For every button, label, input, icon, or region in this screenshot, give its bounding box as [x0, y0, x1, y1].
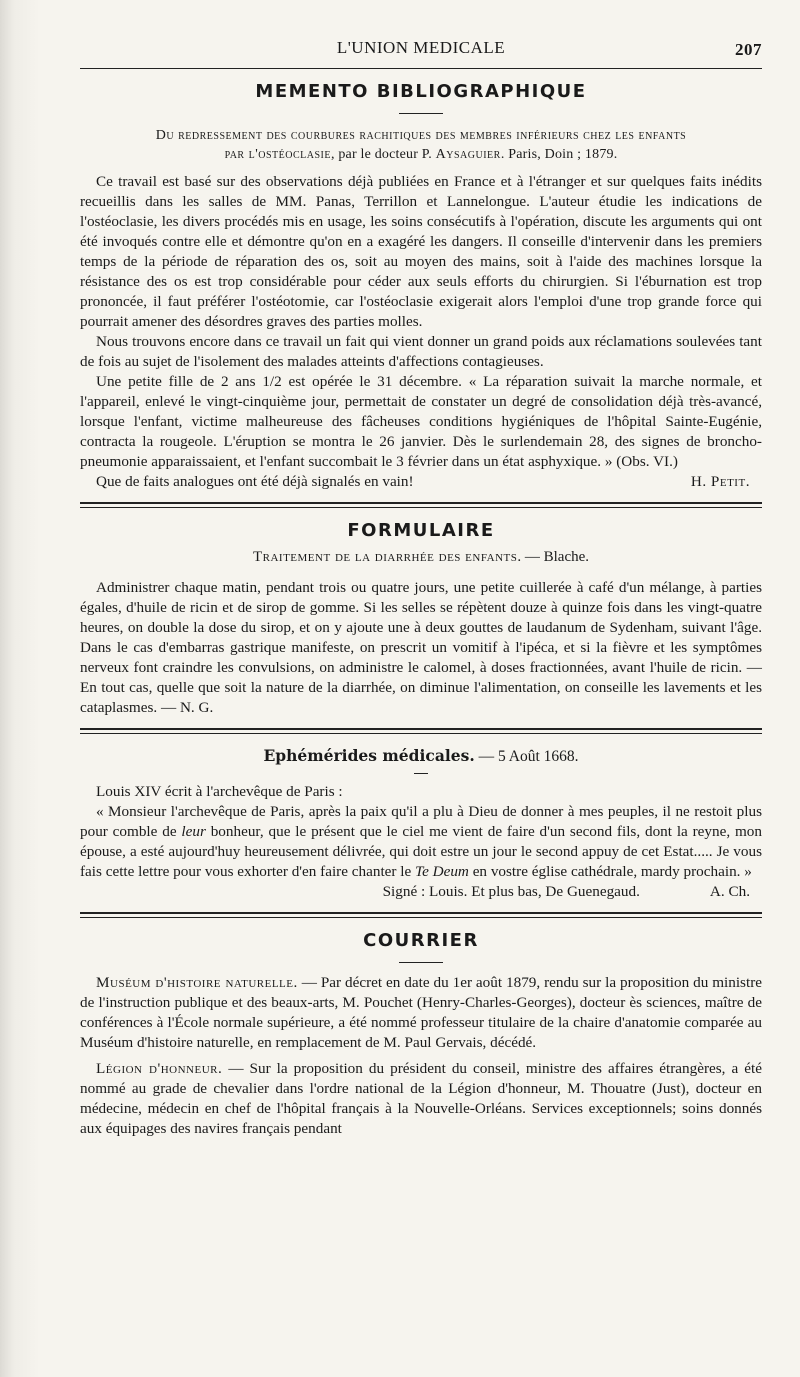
formulaire-subtitle	[80, 546, 762, 568]
journal-title: L'UNION MEDICALE	[336, 38, 506, 57]
ephemerides-letter	[80, 802, 762, 882]
page-number: 207	[735, 40, 762, 59]
letter-part-2: bonheur, que le présent que le ciel me vient de faire d'un second fils, dont la reyne, mon épouse, a esté aujourd'huy heureusement délivrée, qui doit estre un jour le second appuy de cet Estat..... Je vous fais cette lettre pour vous exhorter d'en faire chanter le	[80, 823, 762, 880]
header-rule	[80, 68, 762, 69]
ephemerides-paragraph-1: Louis XIV écrit à l'archevêque de Paris :	[96, 783, 343, 800]
short-divider	[399, 113, 443, 114]
section-double-rule	[80, 728, 762, 734]
courrier-paragraph-2	[80, 1059, 762, 1139]
memento-signature: H. Petit.	[690, 473, 750, 490]
courrier-lead-legion: Légion d'honneur.	[96, 1060, 223, 1077]
book-author-intro: , par le docteur P.	[330, 147, 436, 162]
book-title-line2: par l'ostéoclasie	[224, 147, 331, 162]
section-heading-formulaire: FORMULAIRE	[347, 520, 495, 541]
letter-part-1: « Monsieur l'archevêque de Paris, après la paix qu'il a plu à Dieu de donner à mes peuples, il ne restoit plus pour comble de	[80, 803, 762, 840]
courrier-text-legion: — Sur la proposition du président du conseil, ministre des affaires étrangères, a été nommé au grade de chevalier dans l'ordre national de la Légion d'honneur, M. Thouatre (Just), docteur en médecine, médecin en chef de l'hôpital français à la Nouvelle-Orléans. Services exceptionnels; soins donnés aux équipages des navires français pendant	[80, 1060, 762, 1137]
short-divider	[414, 773, 428, 774]
memento-paragraph-2: Nous trouvons encore dans ce travail un fait qui vient donner un grand poids aux réclamations soulevées tant de fois au sujet de l'isolement des malades atteints d'affections contagieuses.	[80, 333, 762, 370]
letter-part-3: en vostre église cathédrale, mardy prochain. »	[468, 863, 752, 880]
memento-closing	[80, 472, 762, 492]
book-publisher: . Paris, Doin ; 1879.	[500, 147, 618, 162]
ephemerides-title: Ephémérides médicales.	[263, 746, 475, 765]
courrier-lead-museum: Muséum d'histoire naturelle.	[96, 974, 298, 991]
book-title-line1: Du redressement des courbures rachitiques des membres inférieurs chez les enfants	[155, 128, 687, 143]
formulaire-subtitle-title: Traitement de la diarrhée des enfants	[252, 549, 518, 565]
courrier-paragraph-1	[80, 973, 762, 1053]
ephemerides-signature-line	[80, 882, 762, 902]
formulaire-subtitle-author: . — Blache.	[517, 549, 590, 565]
letter-emphasis-te-deum: Te Deum	[415, 863, 469, 880]
memento-paragraph-4: Que de faits analogues ont été déjà signalés en vain!	[96, 473, 414, 490]
book-reference	[80, 126, 762, 164]
book-author: Aysaguier	[435, 147, 501, 162]
ephemerides-signature: Signé : Louis. Et plus bas, De Guenegaud.	[382, 883, 640, 900]
ephemerides-heading	[80, 744, 762, 769]
letter-emphasis-leur: leur	[181, 823, 206, 840]
section-heading-memento: MEMENTO BIBLIOGRAPHIQUE	[255, 81, 587, 102]
section-double-rule	[80, 502, 762, 508]
memento-paragraph-1: Ce travail est basé sur des observations déjà publiées en France et à l'étranger et sur quelques faits inédits recueillis dans les salles de MM. Panas, Terrillon et Lannelongue. L'auteur étudie les indications de l'ostéoclasie, les divers procédés mis en usage, les soins consécutifs à l'opération, discute les arguments qui ont été invoqués contre elle et démontre qu'on en a exagéré les dangers. Il conseille d'intervenir dans les premiers temps de la période de réparation des os, soit au moyen des mains, soit à l'aide des machines lorsque la résistance des os est trop considérable pour céder aux seuls efforts du chirurgien. Si l'éburnation est trop prononcée, il faut préférer l'ostéotomie, car l'ostéoclasie exigerait alors l'emploi d'une trop grande force qui pourrait amener des désordres graves des parties molles.	[80, 173, 762, 330]
section-heading-courrier: COURRIER	[363, 930, 479, 951]
courrier-text-museum: — Par décret en date du 1er août 1879, rendu sur la proposition du ministre de l'instruction publique et des beaux-arts, M. Pouchet (Henry-Charles-Georges), docteur ès sciences, maître de conférences à l'École normale supérieure, a été nommé professeur titulaire de la chaire d'anatomie comparée au Muséum d'histoire naturelle, en remplacement de M. Paul Gervais, décédé.	[80, 974, 762, 1051]
formulaire-paragraph: Administrer chaque matin, pendant trois ou quatre jours, une petite cuillerée à café d'un mélange, à parties égales, d'huile de ricin et de sirop de gomme. Si les selles se répètent douze à quinze fois dans les vingt-quatre heures, on double la dose du sirop, et on y ajoute une à deux gouttes de laudanum de Sydenham, suivant l'âge. Dans le cas d'embarras gastrique manifeste, on prescrit un vomitif à l'ipéca, et si la fièvre et les symptômes nerveux font craindre les convulsions, on administre le calomel, à doses fractionnées, avant l'huile de ricin. — En tout cas, quelle que soit la nature de la diarrhée, on diminue l'alimentation, on conseille les lavements et les cataplasmes. — N. G.	[80, 579, 762, 716]
running-header	[80, 34, 762, 62]
ephemerides-date: — 5 Août 1668.	[474, 748, 579, 765]
memento-paragraph-3: Une petite fille de 2 ans 1/2 est opérée le 31 décembre. « La réparation suivait la marche normale, et l'appareil, enlevé le vingt-cinquième jour, permettait de constater un degré de consolidation déjà très-avancé, lorsque l'enfant, victime malheureuse des fâcheuses conditions hygiéniques de l'hôpital Sainte-Eugénie, contracta la rougeole. L'éruption se montra le 26 janvier. Dès le surlendemain 28, des signes de broncho-pneumonie apparaissaient, et l'enfant succombait le 3 février dans un état asphyxique. » (Obs. VI.)	[80, 373, 762, 470]
short-divider	[399, 962, 443, 963]
ephemerides-initials: A. Ch.	[709, 883, 750, 900]
section-double-rule	[80, 912, 762, 918]
